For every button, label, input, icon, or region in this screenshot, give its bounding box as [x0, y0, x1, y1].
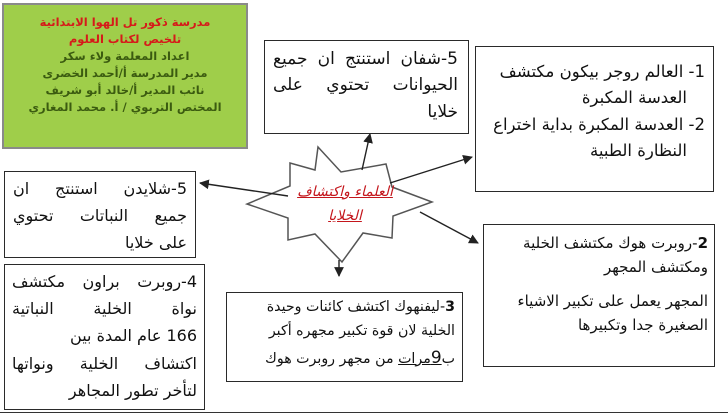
- box-schwann: [264, 40, 469, 134]
- bottom-divider: [0, 412, 728, 413]
- hooke-line-1: [490, 231, 708, 255]
- arrow-to-mid-right-box: [420, 212, 478, 243]
- box-leeuwenhoek: [226, 292, 463, 382]
- leeuwenhoek-prefix: ب: [441, 350, 455, 367]
- bacon-line-2: العدسة المكبرة: [581, 88, 687, 108]
- leeuwenhoek-line-1-text: -ليفنهوك اكتشف كائنات وحيدة: [266, 299, 446, 315]
- school-name: مدرسة ذكور تل الهوا الابتدائية: [39, 15, 211, 29]
- leeuwenhoek-times-word: مرات: [398, 350, 431, 367]
- school-info-card: [2, 3, 248, 149]
- lens-line-2: النظارة الطبية: [590, 141, 687, 161]
- hooke-number: 2: [697, 234, 708, 252]
- schwann-line-3: خلايا: [427, 101, 458, 122]
- summary-title: تلخيص لكتاب العلوم: [68, 32, 182, 46]
- deputy-credit: نائب المدير أ/خالد أبو شريف: [45, 83, 205, 97]
- schleiden-line-1: 5-شلايدن استنتج ان: [13, 179, 187, 198]
- box-bacon: [475, 46, 714, 192]
- microscope-line-2: الصغيرة جدا وتكبيرها: [577, 316, 708, 334]
- leeuwenhoek-number: 3: [445, 299, 455, 315]
- box-hooke: [483, 224, 715, 367]
- bacon-line-1: 1- العالم روجر بيكون مكتشف: [499, 62, 705, 81]
- center-title-line2: الخلايا: [328, 208, 362, 224]
- supervisor-credit: المختص التربوي / أ. محمد المغاري: [28, 100, 222, 114]
- leeuwenhoek-line-3-rest: من مجهر روبرت هوك: [265, 350, 399, 367]
- center-title-line1: العلماء واكتشاف: [297, 184, 393, 200]
- schleiden-line-2: جميع النباتات تحتوي: [13, 205, 187, 225]
- leeuwenhoek-line-2: الخلية لان قوة تكبير مجهره أكبر: [268, 322, 455, 339]
- principal-credit: مدير المدرسة أ/أحمد الخضرى: [42, 66, 208, 80]
- lens-line-1: 2- العدسة المكبرة بداية اختراع: [493, 114, 705, 134]
- arrow-to-top-box: [362, 134, 370, 170]
- teacher-credit: اعداد المعلمة ولاء سكر: [60, 49, 190, 63]
- schleiden-line-3: على خلايا: [124, 232, 187, 252]
- schwann-line-1: 5-شفان استنتج ان جميع: [273, 49, 458, 69]
- leeuwenhoek-line-1: [233, 296, 455, 320]
- box-brown: [4, 264, 205, 410]
- leeuwenhoek-times-number: 9: [430, 347, 442, 368]
- schwann-line-2: الحيوانات تحتوي على: [273, 75, 458, 96]
- brown-line-1: 4-روبرت براون مكتشف: [12, 272, 197, 291]
- center-title: [270, 180, 420, 228]
- leeuwenhoek-line-3: [233, 344, 455, 373]
- brown-line-3: 166 عام المدة بين: [70, 326, 197, 346]
- microscope-line-1: المجهر يعمل على تكبير الاشياء: [517, 292, 708, 310]
- box-schleiden: [4, 171, 196, 258]
- brown-line-2: نواة الخلية النباتية: [12, 299, 197, 319]
- brown-line-5: لتأخر تطور المجاهر: [68, 380, 197, 400]
- hooke-line-1-text: -روبرت هوك مكتشف الخلية: [523, 234, 698, 252]
- brown-line-4: اكتشاف الخلية ونواتها: [12, 353, 197, 373]
- hooke-line-2: ومكتشف المجهر: [603, 258, 708, 276]
